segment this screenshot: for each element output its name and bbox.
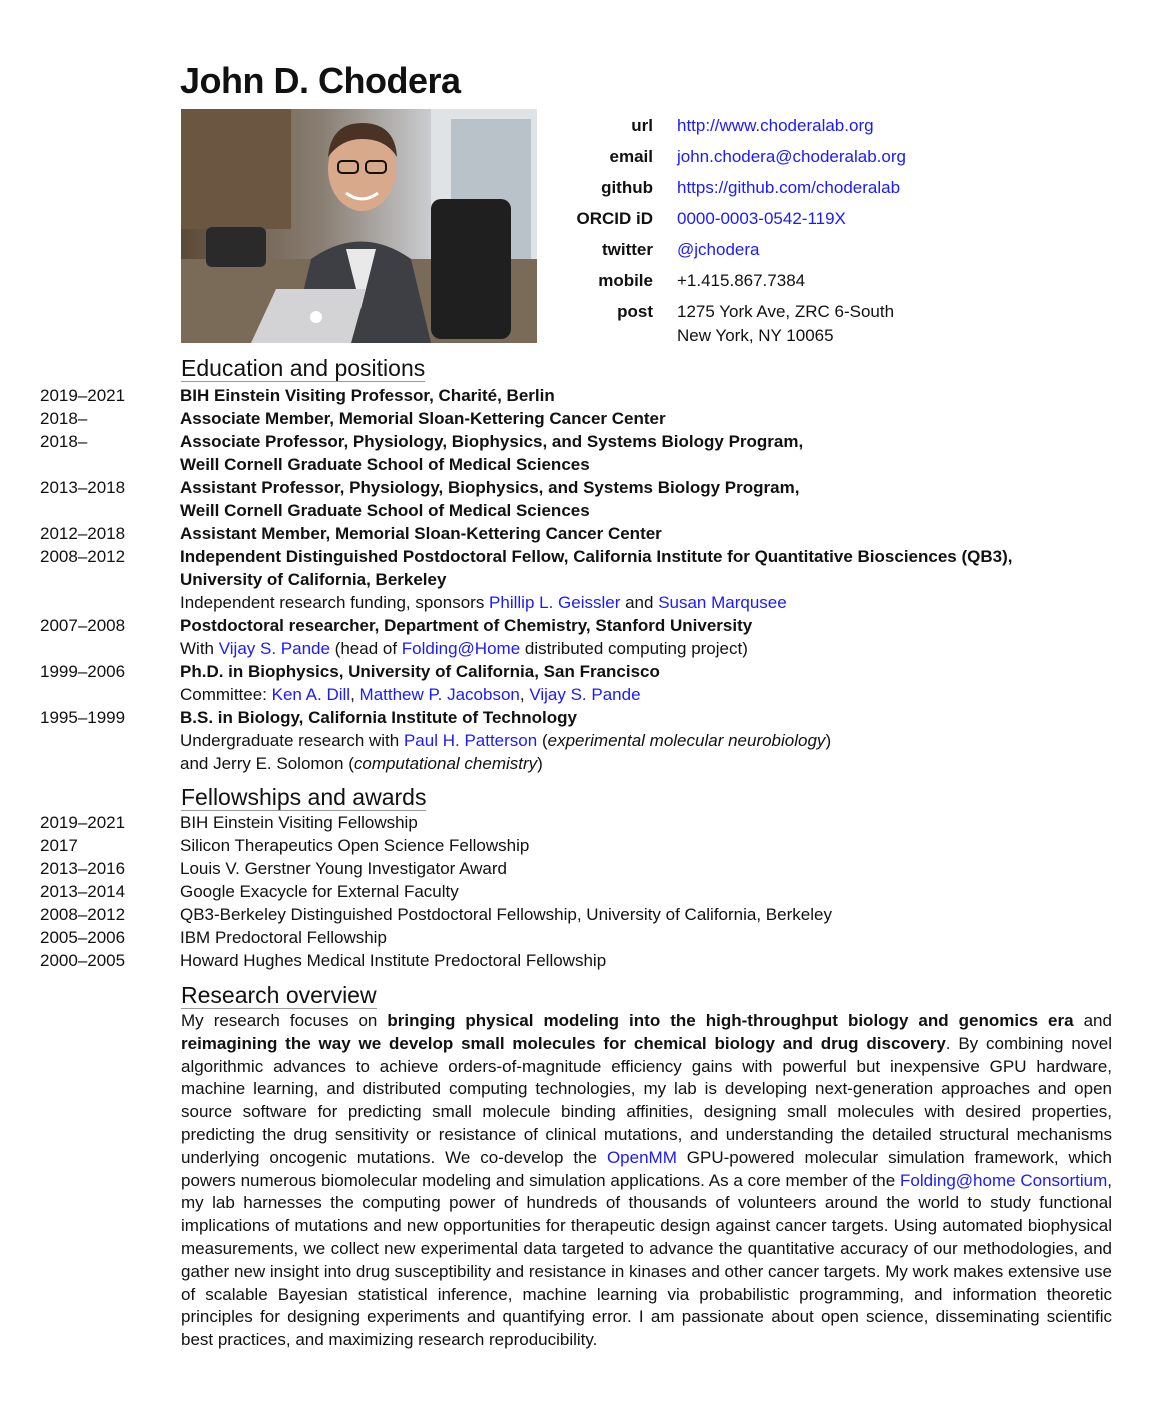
entry-text: ) bbox=[537, 754, 543, 773]
education-entry bbox=[40, 384, 1120, 407]
award-entry bbox=[40, 857, 1120, 880]
committee-link-jacobson[interactable]: Matthew P. Jacobson bbox=[359, 685, 520, 704]
entry-years: 2018– bbox=[40, 432, 88, 451]
entry-text: With bbox=[180, 639, 219, 658]
entry-description bbox=[180, 729, 1120, 752]
entry-text: Committee: bbox=[180, 685, 272, 704]
mobile-value: +1.415.867.7384 bbox=[677, 271, 806, 290]
contact-label: email bbox=[609, 147, 653, 166]
entry-title: Assistant Professor, Physiology, Biophysics, and Systems Biology Program, bbox=[180, 478, 800, 497]
entry-description bbox=[180, 591, 1120, 614]
education-entry bbox=[40, 660, 1120, 706]
section-heading-research: Research overview bbox=[181, 982, 377, 1008]
research-text: . By combining novel algorithmic advances to achieve orders-of-magnitude efficiency gains with powerful but inexpensive GPU hardware, machine learning, and distributed computing technologies, my lab is developing next-generation approaches and open source software for predicting small molecule binding affinities, designing small molecules with desired properties, predicting the drug sensitivity or resistance of clinical mutations, and understanding the detailed structural mechanisms underlying oncogenic mutations. We co-develop the bbox=[181, 1033, 1112, 1167]
award-entry bbox=[40, 811, 1120, 834]
entry-years: 2007–2008 bbox=[40, 616, 126, 635]
contact-label: url bbox=[631, 116, 653, 135]
award-entry bbox=[40, 949, 1120, 972]
contact-row-orcid bbox=[560, 203, 906, 234]
advisor-link-patterson[interactable]: Paul H. Patterson bbox=[403, 731, 538, 750]
entry-title: Ph.D. in Biophysics, University of California, San Francisco bbox=[180, 662, 660, 681]
entry-text: (head of bbox=[329, 639, 402, 658]
entry-years: 1999–2006 bbox=[40, 662, 126, 681]
education-entry bbox=[40, 407, 1120, 430]
entry-years: 2018– bbox=[40, 409, 88, 428]
entry-description bbox=[180, 637, 1120, 660]
entry-years: 2008–2012 bbox=[40, 547, 126, 566]
contact-label: ORCID iD bbox=[576, 209, 653, 228]
sponsor-link-geissler[interactable]: Phillip L. Geissler bbox=[489, 593, 621, 612]
entry-years: 1995–1999 bbox=[40, 708, 126, 727]
sponsor-link-marqusee[interactable]: Susan Marqusee bbox=[658, 593, 787, 612]
contact-row-url bbox=[560, 110, 906, 141]
award-entry bbox=[40, 880, 1120, 903]
award-years: 2005–2006 bbox=[40, 928, 126, 947]
section-heading-awards: Fellowships and awards bbox=[181, 784, 427, 810]
research-paragraph bbox=[181, 1010, 1112, 1352]
education-entry bbox=[40, 522, 1120, 545]
award-text: IBM Predoctoral Fellowship bbox=[180, 928, 387, 947]
award-text: Silicon Therapeutics Open Science Fellowship bbox=[180, 836, 530, 855]
award-years: 2013–2016 bbox=[40, 859, 126, 878]
research-text: GPU-powered molecular simulation framework, which powers numerous biomolecular modeling and simulation applications. As a core member of the bbox=[181, 1147, 1112, 1190]
award-entry bbox=[40, 834, 1120, 857]
research-text: , my lab harnesses the computing power of hundreds of thousands of volunteers around the world to study functional implications of mutations and new opportunities for therapeutic design against cancer targets. Using automated biophysical measurements, we collect new experimental data targeted to advance the quantitative accuracy of our methodologies, and gather new insight into drug susceptibility and resistance in kinases and other cancer targets. My work makes extensive use of scalable Bayesian statistical inference, machine learning via probabilistic programming, and information theoretic principles for designing experiments and quantifying error. I am passionate about open science, disseminating scientific best practices, and maximizing research reproducibility. bbox=[181, 1170, 1112, 1350]
entry-title-line2: Weill Cornell Graduate School of Medical Sciences bbox=[180, 501, 590, 520]
award-years: 2008–2012 bbox=[40, 905, 126, 924]
contact-label: mobile bbox=[598, 271, 653, 290]
research-text: and bbox=[1073, 1011, 1112, 1030]
page-title: John D. Chodera bbox=[180, 60, 461, 101]
entry-text: Undergraduate research with bbox=[180, 731, 404, 750]
award-years: 2013–2014 bbox=[40, 882, 126, 901]
education-entry bbox=[40, 706, 1120, 775]
email-link[interactable]: john.chodera@choderalab.org bbox=[677, 147, 906, 166]
profile-photo bbox=[181, 109, 537, 343]
award-entry bbox=[40, 926, 1120, 949]
post-address: 1275 York Ave, ZRC 6-South New York, NY 10065 bbox=[677, 302, 895, 345]
entry-years: 2013–2018 bbox=[40, 478, 126, 497]
contact-info bbox=[560, 110, 906, 348]
award-text: BIH Einstein Visiting Fellowship bbox=[180, 813, 418, 832]
entry-description bbox=[180, 752, 1120, 775]
award-years: 2019–2021 bbox=[40, 813, 126, 832]
entry-text: distributed computing project) bbox=[520, 639, 748, 658]
contact-label: twitter bbox=[602, 240, 653, 259]
folding-at-home-consortium-link[interactable]: Folding@home Consortium bbox=[900, 1170, 1108, 1190]
openmm-link[interactable]: OpenMM bbox=[606, 1147, 677, 1167]
entry-title: Associate Member, Memorial Sloan-Kettering Cancer Center bbox=[180, 409, 666, 428]
entry-text: and Jerry E. Solomon ( bbox=[180, 754, 354, 773]
entry-title-line2: University of California, Berkeley bbox=[180, 570, 447, 589]
award-entry bbox=[40, 903, 1120, 926]
award-years: 2017 bbox=[40, 836, 78, 855]
entry-text-italic: computational chemistry bbox=[353, 754, 538, 773]
award-text: Howard Hughes Medical Institute Predoctoral Fellowship bbox=[180, 951, 607, 970]
education-entry bbox=[40, 430, 1120, 476]
github-link[interactable]: https://github.com/choderalab bbox=[677, 178, 901, 197]
education-entry bbox=[40, 476, 1120, 522]
entry-text-italic: experimental molecular neurobiology bbox=[547, 731, 826, 750]
entry-text: and bbox=[620, 593, 659, 612]
entry-title: B.S. in Biology, California Institute of Technology bbox=[180, 708, 577, 727]
awards-list bbox=[40, 811, 1120, 972]
twitter-link[interactable]: @jchodera bbox=[677, 240, 760, 259]
folding-at-home-link[interactable]: Folding@Home bbox=[401, 639, 521, 658]
contact-row-mobile bbox=[560, 265, 906, 296]
committee-link-dill[interactable]: Ken A. Dill bbox=[271, 685, 351, 704]
orcid-link[interactable]: 0000-0003-0542-119X bbox=[677, 209, 846, 228]
entry-title: Independent Distinguished Postdoctoral Fellow, California Institute for Quantitative Biosciences (QB3), bbox=[180, 547, 1013, 566]
contact-row-twitter bbox=[560, 234, 906, 265]
committee-link-pande[interactable]: Vijay S. Pande bbox=[529, 685, 641, 704]
research-text-bold: reimagining the way we develop small molecules for chemical biology and drug discovery bbox=[181, 1033, 946, 1053]
award-years: 2000–2005 bbox=[40, 951, 126, 970]
entry-title: BIH Einstein Visiting Professor, Charité, Berlin bbox=[180, 386, 555, 405]
education-entry bbox=[40, 614, 1120, 660]
entry-title: Postdoctoral researcher, Department of Chemistry, Stanford University bbox=[180, 616, 753, 635]
award-text: Google Exacycle for External Faculty bbox=[180, 882, 459, 901]
entry-title: Associate Professor, Physiology, Biophysics, and Systems Biology Program, bbox=[180, 432, 804, 451]
award-text: Louis V. Gerstner Young Investigator Award bbox=[180, 859, 508, 878]
entry-text: ) bbox=[825, 731, 832, 750]
education-list bbox=[40, 384, 1120, 775]
entry-text: Independent research funding, sponsors bbox=[180, 593, 490, 612]
entry-text: ( bbox=[537, 731, 548, 750]
contact-label: post bbox=[617, 302, 653, 321]
entry-title-line2: Weill Cornell Graduate School of Medical Sciences bbox=[180, 455, 590, 474]
entry-text: , bbox=[519, 685, 530, 704]
entry-text: , bbox=[350, 685, 360, 704]
advisor-link-pande[interactable]: Vijay S. Pande bbox=[218, 639, 330, 658]
entry-years: 2019–2021 bbox=[40, 386, 126, 405]
entry-years: 2012–2018 bbox=[40, 524, 126, 543]
url-link[interactable]: http://www.choderalab.org bbox=[677, 116, 874, 135]
entry-description bbox=[180, 683, 1120, 706]
entry-title: Assistant Member, Memorial Sloan-Kettering Cancer Center bbox=[180, 524, 662, 543]
section-heading-education: Education and positions bbox=[181, 355, 426, 381]
contact-row-github bbox=[560, 172, 906, 203]
research-text-bold: bringing physical modeling into the high-throughput biology and genomics era bbox=[387, 1011, 1074, 1030]
contact-row-email bbox=[560, 141, 906, 172]
education-entry bbox=[40, 545, 1120, 614]
contact-row-post bbox=[560, 296, 906, 348]
research-text: My research focuses on bbox=[181, 1011, 388, 1030]
award-text: QB3-Berkeley Distinguished Postdoctoral Fellowship, University of California, Berkeley bbox=[180, 905, 832, 924]
contact-label: github bbox=[601, 178, 653, 197]
